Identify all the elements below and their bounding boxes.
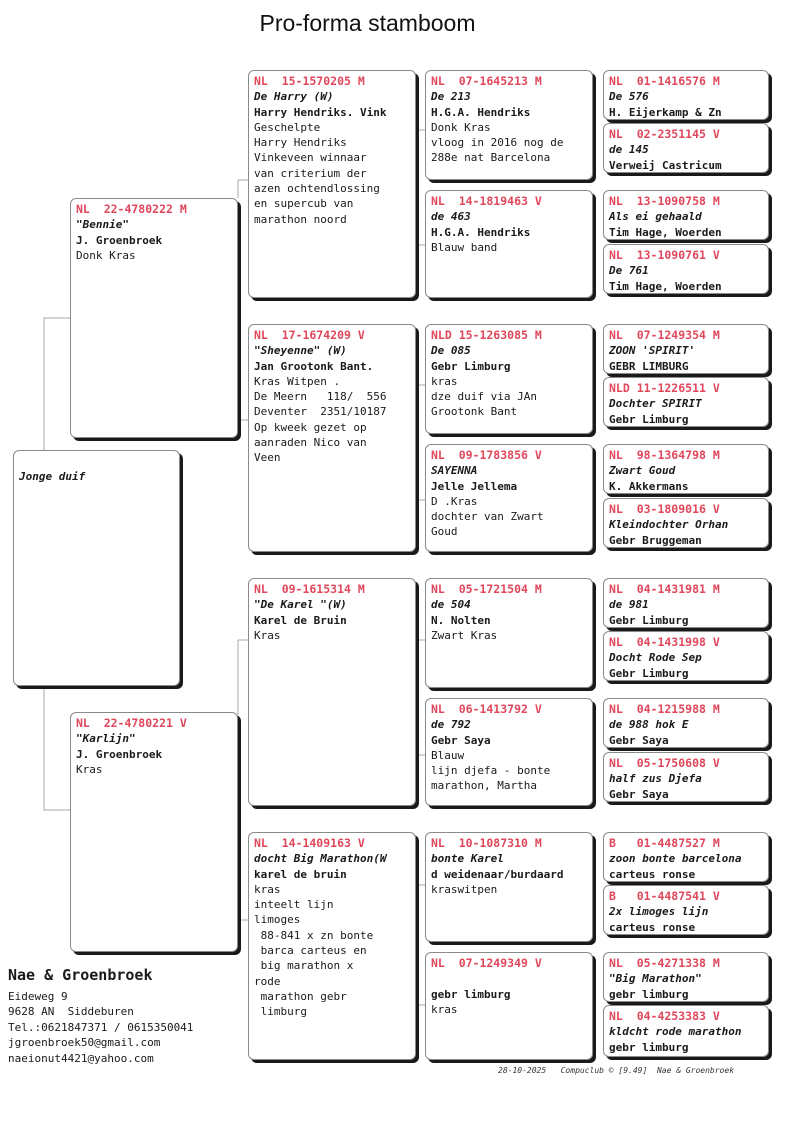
ring-number: NL 09-1783856 V — [431, 448, 542, 462]
info-line: Kras — [254, 628, 281, 642]
ring-number: NL 07-1249354 M — [609, 328, 720, 342]
owner-name: gebr limburg — [609, 1040, 689, 1054]
info-line: limburg — [254, 1005, 307, 1019]
ancestor-card-11[interactable] — [603, 698, 769, 748]
owner-name: H.G.A. Hendriks — [431, 105, 531, 119]
ring-number: NL 07-1645213 M — [431, 74, 542, 88]
info-line: vloog in 2016 nog de — [431, 136, 564, 150]
info-line: Kras — [76, 762, 103, 776]
pigeon-name: Docht Rode Sep — [609, 651, 702, 665]
pigeon-name: Kleindochter Orhan — [609, 518, 729, 532]
ring-number: NL 04-4253383 V — [609, 1009, 720, 1023]
info-line: Kras Witpen . — [254, 374, 341, 388]
pigeon-name: SAYENNA — [431, 464, 478, 478]
info-line: Zwart Kras — [431, 628, 498, 642]
info-line: Veen — [254, 451, 281, 465]
ring-number: NL 03-1809016 V — [609, 502, 720, 516]
pigeon-name: "Bennie" — [76, 218, 129, 232]
info-line: Goud — [431, 525, 458, 539]
subject-card[interactable] — [13, 450, 180, 686]
pigeon-name: Dochter SPIRIT — [609, 397, 702, 411]
ring-number: NL 04-1431998 V — [609, 635, 720, 649]
footer-credit: 28-10-2025 Compuclub © [9.49] Nae & Groenbroek — [498, 1066, 735, 1075]
ancestor-card-9[interactable] — [603, 578, 769, 628]
info-line: kras — [431, 374, 458, 388]
pigeon-name: bonte Karel — [431, 852, 504, 866]
dam-card[interactable] — [70, 712, 238, 952]
info-line: Donk Kras — [431, 120, 491, 134]
page-title: Pro-forma stamboom — [259, 10, 476, 36]
owner-name: Gebr Limburg — [609, 666, 689, 680]
pigeon-name: De 085 — [431, 344, 471, 358]
great-grandparent-card-8[interactable] — [425, 952, 593, 1060]
pigeon-name: de 504 — [431, 598, 471, 612]
owner-name: Tim Hage, Woerden — [609, 225, 722, 239]
great-grandparent-card-2[interactable] — [425, 190, 593, 298]
ancestor-card-16[interactable] — [603, 1005, 769, 1057]
info-line: Donk Kras — [76, 248, 136, 262]
info-line: aanraden Nico van — [254, 436, 367, 450]
ancestor-card-10[interactable] — [603, 631, 769, 681]
owner-name: Harry Hendriks. Vink — [254, 105, 387, 119]
grandparent-card-3[interactable] — [248, 578, 416, 806]
ring-number: NL 98-1364798 M — [609, 448, 720, 462]
pigeon-name: de 145 — [609, 143, 649, 157]
ancestor-card-1[interactable] — [603, 70, 769, 120]
ancestor-card-7[interactable] — [603, 444, 769, 494]
great-grandparent-card-3[interactable] — [425, 324, 593, 434]
info-line: Deventer 2351/10187 — [254, 405, 387, 419]
ancestor-card-12[interactable] — [603, 752, 769, 802]
ring-number: NL 02-2351145 V — [609, 127, 720, 141]
owner-name: J. Groenbroek — [76, 747, 163, 761]
pigeon-name: De 761 — [609, 264, 649, 278]
breeder-postcode: 9628 AN Siddeburen — [8, 1005, 134, 1019]
pigeon-name: De 576 — [609, 90, 649, 104]
ring-number: NL 22-4780222 M — [76, 202, 187, 216]
ring-number: NL 05-1750608 V — [609, 756, 720, 770]
info-line: Geschelpte — [254, 120, 321, 134]
owner-name: Gebr Limburg — [431, 359, 511, 373]
owner-name: K. Akkermans — [609, 479, 689, 493]
ring-number: NL 13-1090758 M — [609, 194, 720, 208]
owner-name: karel de bruin — [254, 867, 347, 881]
ring-number: NL 04-1215988 M — [609, 702, 720, 716]
ring-number: NLD 11-1226511 V — [609, 381, 720, 395]
owner-name: Gebr Bruggeman — [609, 533, 702, 547]
info-line: marathon gebr — [254, 989, 347, 1003]
info-line: dochter van Zwart — [431, 510, 544, 524]
info-line: dze duif via JAn — [431, 390, 537, 404]
ring-number: NL 14-1409163 V — [254, 836, 365, 850]
pigeon-name: de 463 — [431, 210, 471, 224]
breeder-name: Nae & Groenbroek — [8, 966, 153, 984]
owner-name: Gebr Saya — [431, 733, 491, 747]
info-line: kraswitpen — [431, 882, 498, 896]
owner-name: H.G.A. Hendriks — [431, 225, 531, 239]
ring-number: NL 04-1431981 M — [609, 582, 720, 596]
info-line: Vinkeveen winnaar — [254, 151, 367, 165]
owner-name: H. Eijerkamp & Zn — [609, 105, 722, 119]
owner-name: GEBR LIMBURG — [609, 359, 689, 373]
info-line: 88-841 x zn bonte — [254, 928, 374, 942]
breeder-address: Eideweg 9 — [8, 990, 68, 1003]
pigeon-name: de 981 — [609, 598, 649, 612]
ancestor-card-15[interactable] — [603, 952, 769, 1002]
grandparent-card-1[interactable] — [248, 70, 416, 298]
pigeon-name: Als ei gehaald — [609, 210, 702, 224]
ancestor-card-14[interactable] — [603, 885, 769, 935]
info-line: Harry Hendriks — [254, 136, 347, 150]
great-grandparent-card-1[interactable] — [425, 70, 593, 180]
pigeon-name: docht Big Marathon(W — [254, 852, 387, 866]
owner-name: gebr limburg — [609, 987, 689, 1001]
owner-name: Karel de Bruin — [254, 613, 347, 627]
ring-number: NL 07-1249349 V — [431, 956, 542, 970]
ancestor-card-13[interactable] — [603, 832, 769, 882]
pigeon-name: Zwart Goud — [609, 464, 676, 478]
ancestor-card-5[interactable] — [603, 324, 769, 374]
ring-number: NLD 15-1263085 M — [431, 328, 542, 342]
info-line: kras — [254, 882, 281, 896]
ring-number: NL 06-1413792 V — [431, 702, 542, 716]
owner-name: Verweij Castricum — [609, 158, 722, 172]
pigeon-name: kldcht rode marathon — [609, 1025, 742, 1039]
pigeon-name: zoon bonte barcelona — [609, 852, 742, 866]
ancestor-card-2[interactable] — [603, 123, 769, 173]
ring-number: NL 17-1674209 V — [254, 328, 365, 342]
pigeon-name: "Sheyenne" (W) — [254, 344, 347, 358]
grandparent-card-4[interactable] — [248, 832, 416, 1060]
ring-number: NL 01-1416576 M — [609, 74, 720, 88]
ring-number: NL 10-1087310 M — [431, 836, 542, 850]
pigeon-name: de 792 — [431, 718, 471, 732]
pigeon-name: De 213 — [431, 90, 471, 104]
pigeon-name: ZOON 'SPIRIT' — [609, 344, 696, 358]
sire-card[interactable] — [70, 198, 238, 438]
owner-name: carteus ronse — [609, 920, 696, 934]
breeder-email-2: naeionut4421@yahoo.com — [8, 1051, 154, 1065]
owner-name: Gebr Limburg — [609, 613, 689, 627]
info-line: Blauw — [431, 748, 465, 762]
pigeon-name: half zus Djefa — [609, 772, 702, 786]
ancestor-card-6[interactable] — [603, 377, 769, 427]
ancestor-card-3[interactable] — [603, 190, 769, 240]
grandparent-card-2[interactable] — [248, 324, 416, 552]
info-line: Op kweek gezet op — [254, 420, 367, 434]
owner-name: Gebr Limburg — [609, 412, 689, 426]
owner-name: N. Nolten — [431, 613, 491, 627]
pigeon-name: de 988 hok E — [609, 718, 689, 732]
owner-name: carteus ronse — [609, 867, 696, 881]
info-line: De Meern 118/ 556 — [254, 390, 387, 404]
breeder-info — [8, 965, 193, 1066]
info-line: barca carteus en — [254, 944, 367, 958]
ring-number: B 01-4487541 V — [609, 889, 720, 903]
ring-number: B 01-4487527 M — [609, 836, 720, 850]
owner-name: d weidenaar/burdaard — [431, 867, 564, 881]
ancestor-card-4[interactable] — [603, 244, 769, 294]
info-line: en supercub van — [254, 197, 354, 211]
great-grandparent-card-7[interactable] — [425, 832, 593, 942]
owner-name: Jelle Jellema — [431, 479, 518, 493]
ring-number: NL 15-1570205 M — [254, 74, 365, 88]
breeder-email-1: jgroenbroek50@gmail.com — [8, 1036, 161, 1050]
info-line: lijn djefa - bonte — [431, 764, 551, 778]
info-line: rode — [254, 974, 281, 988]
owner-name: Gebr Saya — [609, 787, 669, 801]
pigeon-name: De Harry (W) — [254, 90, 334, 104]
info-line: big marathon x — [254, 959, 354, 973]
info-line: marathon, Martha — [431, 779, 537, 793]
owner-name: Gebr Saya — [609, 733, 669, 747]
info-line: van criterium der — [254, 166, 367, 180]
info-line: 288e nat Barcelona — [431, 151, 551, 165]
ring-number: NL 13-1090761 V — [609, 248, 720, 262]
ring-number: NL 14-1819463 V — [431, 194, 542, 208]
ring-number: NL 05-4271338 M — [609, 956, 720, 970]
info-line: kras — [431, 1002, 458, 1016]
info-line: marathon noord — [254, 212, 347, 226]
owner-name: gebr limburg — [431, 987, 511, 1001]
owner-name: Jan Grootonk Bant. — [254, 359, 374, 373]
breeder-phone: Tel.:0621847371 / 0615350041 — [8, 1020, 194, 1034]
pigeon-name — [431, 971, 587, 986]
ring-number: NL 22-4780221 V — [76, 716, 187, 730]
pigeon-name: "Big Marathon" — [609, 972, 702, 986]
great-grandparent-card-4[interactable] — [425, 444, 593, 552]
ring-number: NL 09-1615314 M — [254, 582, 365, 596]
great-grandparent-card-6[interactable] — [425, 698, 593, 806]
owner-name: J. Groenbroek — [76, 233, 163, 247]
subject-name: Jonge duif — [19, 470, 86, 483]
info-line: limoges — [254, 913, 301, 927]
info-line: D .Kras — [431, 494, 478, 508]
great-grandparent-card-5[interactable] — [425, 578, 593, 688]
info-line: azen ochtendlossing — [254, 182, 380, 196]
owner-name: Tim Hage, Woerden — [609, 279, 722, 293]
pigeon-name: 2x limoges lijn — [609, 905, 709, 919]
pigeon-name: "De Karel "(W) — [254, 598, 347, 612]
ring-number: NL 05-1721504 M — [431, 582, 542, 596]
info-line: inteelt lijn — [254, 898, 334, 912]
info-line: Blauw band — [431, 240, 498, 254]
pigeon-name: "Karlijn" — [76, 732, 136, 746]
ancestor-card-8[interactable] — [603, 498, 769, 548]
info-line: Grootonk Bant — [431, 405, 518, 419]
